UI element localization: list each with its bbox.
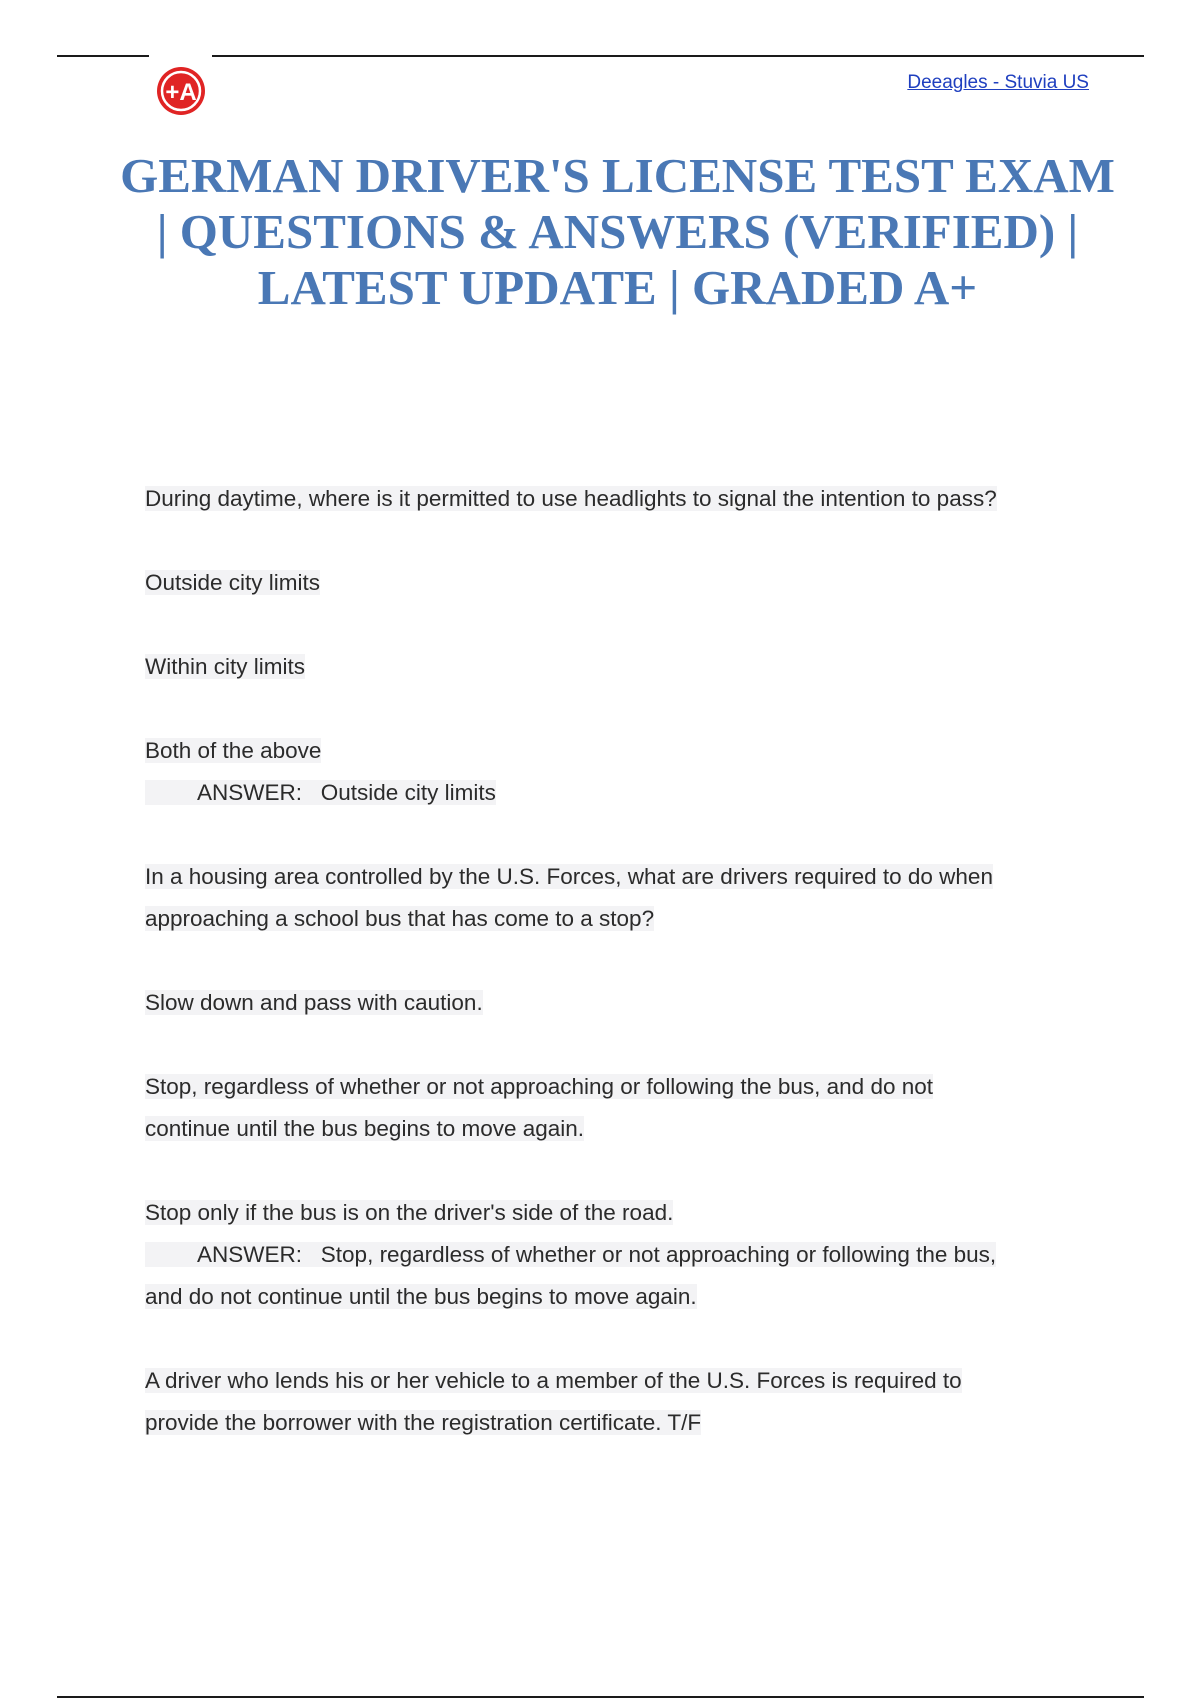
footer-rule: [57, 1696, 1144, 1698]
logo-text: +A: [165, 79, 197, 106]
answer-label: ANSWER:: [197, 780, 303, 805]
document-title: GERMAN DRIVER'S LICENSE TEST EXAM | QUESTIONS & ANSWERS (VERIFIED) | LATEST UPDATE | GRADED A+: [120, 148, 1115, 315]
answer-text: Stop, regardless of whether or not approaching or following the bus,: [320, 1242, 997, 1267]
option-text: Outside city limits: [145, 570, 321, 595]
question-text: provide the borrower with the registration certificate. T/F: [145, 1410, 702, 1435]
answer-line: [145, 1234, 1095, 1276]
answer-line: and do not continue until the bus begins to move again.: [145, 1284, 697, 1309]
question-text: approaching a school bus that has come to a stop?: [145, 906, 655, 931]
option-text: continue until the bus begins to move again.: [145, 1116, 585, 1141]
question-text: During daytime, where is it permitted to use headlights to signal the intention to pass?: [145, 486, 997, 511]
question-text: A driver who lends his or her vehicle to a member of the U.S. Forces is required to: [145, 1368, 962, 1393]
question-text: In a housing area controlled by the U.S. Forces, what are drivers required to do when: [145, 864, 993, 889]
header-rule-right: [212, 55, 1144, 57]
question-list: [145, 478, 1095, 1444]
option-text: Both of the above: [145, 738, 322, 763]
brand-logo: [155, 66, 207, 116]
answer-line: [145, 772, 1095, 814]
answer-label: ANSWER:: [197, 1242, 303, 1267]
answer-text: Outside city limits: [320, 780, 496, 805]
option-text: Within city limits: [145, 654, 306, 679]
option-text: Stop, regardless of whether or not approaching or following the bus, and do not: [145, 1074, 934, 1099]
option-text: Slow down and pass with caution.: [145, 990, 483, 1015]
stuvia-seller-link[interactable]: Deeagles - Stuvia US: [907, 72, 1089, 93]
option-text: Stop only if the bus is on the driver's side of the road.: [145, 1200, 674, 1225]
header-rule-left: [57, 55, 149, 57]
